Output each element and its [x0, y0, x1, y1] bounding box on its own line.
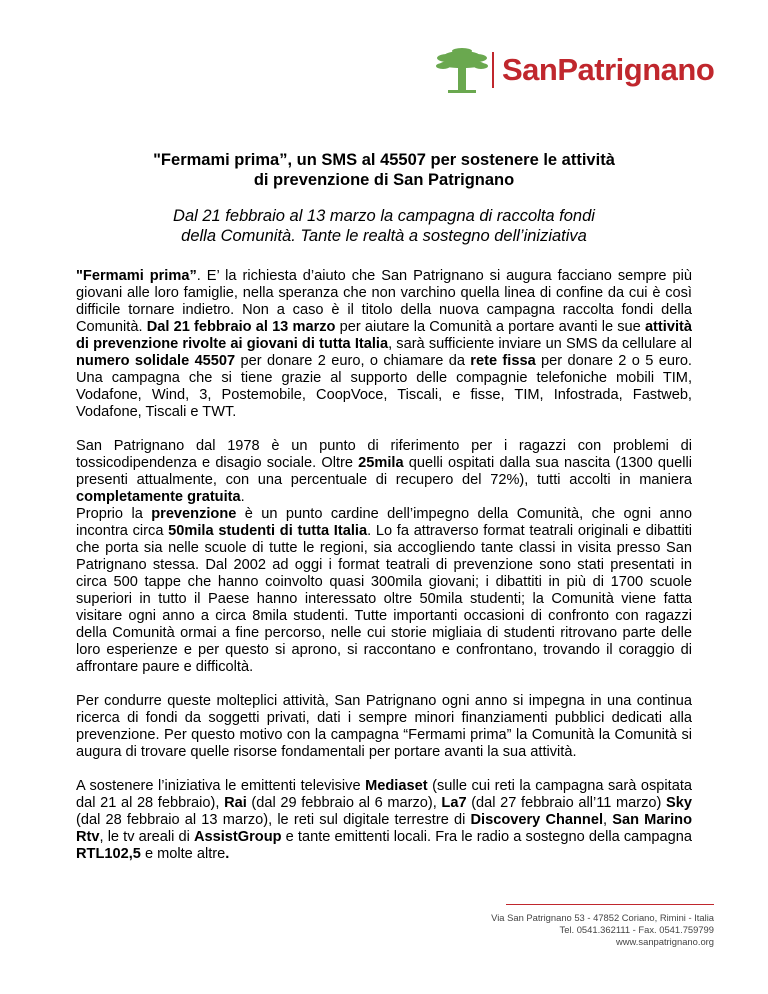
- document-subtitle: [76, 206, 692, 246]
- bold-text: La7: [441, 795, 467, 811]
- text: , le tv areali di: [99, 829, 194, 845]
- footer-phone-line: Tel. 0541.362111 - Fax. 0541.759799: [559, 924, 714, 936]
- bold-text: Discovery Channel: [470, 812, 604, 828]
- document-body: [76, 268, 692, 880]
- bold-text: .: [225, 846, 230, 862]
- bold-text: Rai: [224, 795, 247, 811]
- footer-divider: [506, 904, 714, 905]
- text: quelli ospitati dalla sua nascita (1300 quelli presenti attualmente, con una percentuale di recupero del 72%), tutti accolti in maniera: [76, 455, 692, 488]
- subtitle-line-1: Dal 21 febbraio al 13 marzo la campagna di raccolta fondi: [173, 207, 595, 225]
- bold-text: Sky: [666, 795, 692, 811]
- text: , sarà sufficiente inviare un SMS da cellulare al: [388, 336, 692, 352]
- paragraph-history: [76, 438, 692, 506]
- text: San Patrignano dal 1978 è un punto di riferimento per i ragazzi con problemi di tossicodipendenza e disagio sociale. Oltre: [76, 438, 692, 471]
- text: (dal 27 febbraio all’11 marzo): [466, 795, 667, 811]
- bold-text: rete fissa: [470, 353, 536, 369]
- text: Proprio la: [76, 506, 152, 522]
- title-line-1: "Fermami prima”, un SMS al 45507 per sostenere le attività: [153, 151, 615, 169]
- tree-icon: [436, 48, 488, 94]
- title-line-2: di prevenzione di San Patrignano: [253, 171, 515, 189]
- text: (dal 29 febbraio al 6 marzo),: [246, 795, 442, 811]
- bold-text: prevenzione: [151, 506, 237, 522]
- paragraph-funding: [76, 693, 692, 761]
- footer-address-line: Via San Patrignano 53 - 47852 Coriano, Rimini - Italia: [491, 912, 714, 923]
- logo-separator: [492, 52, 494, 88]
- text: Per condurre queste molteplici attività, San Patrignano ogni anno si impegna in una continua ricerca di fondi da soggetti privati, dati i sempre minori finanziamenti pubblici dedicati alla prevenzione. Per questo motivo con la campagna “Fermami prima” la Comunità la Comunità si augura di trovare quelle risorse fondamentali per portare avanti la sua attività.: [76, 693, 692, 760]
- brand-name: SanPatrignano: [502, 52, 715, 87]
- text: . Lo fa attraverso format teatrali originali e dibattiti che porta sia nelle scuole di tutte le regioni, sia accogliendo tante classi in visita presso San Patrignano stessa. Dal 2002 ad oggi i format teatrali di prevenzione sono stati presentati in circa 500 tappe che hanno coinvolto quasi 300mila giovani; i dibattiti in più di 1700 scuole superiori in tutto il Paese hanno interessato oltre 50mila studenti; la Comunità viene fatta visitare ogni anno a circa 8mila studenti. Tutte importanti occasioni di confronto con ragazzi della Comunità ormai a fine percorso, nelle cui storie migliaia di studenti ritrovano parte delle loro esperienze e per questo si aprono, si raccontano e confrontano, trovando il coraggio di affrontare paure e difficoltà.: [76, 523, 692, 675]
- bold-text: Mediaset: [365, 778, 428, 794]
- text: (sulle cui reti la campagna sarà ospitata dal 21 al 28 febbraio),: [76, 778, 692, 811]
- text: e molte altre: [140, 846, 226, 862]
- footer-address: [480, 912, 714, 949]
- bold-text: "Fermami prima”: [76, 268, 197, 284]
- bold-text: AssistGroup: [193, 829, 282, 845]
- paragraph-intro: [76, 268, 692, 421]
- footer-website[interactable]: www.sanpatrignano.org: [616, 936, 714, 948]
- text: e tante emittenti locali. Fra le radio a sostegno della campagna: [281, 829, 692, 845]
- paragraph-prevention: [76, 506, 692, 676]
- text: .: [240, 489, 245, 505]
- text: . E’ la richiesta d’aiuto che San Patrignano si augura facciano sempre più giovani alle loro famiglie, nella speranza che non varchino quella linea di confine da cui è così difficile tornare indietro. Non a caso è il titolo della nuova campagna raccolta fondi della Comunità.: [76, 268, 692, 335]
- text: ,: [603, 812, 613, 828]
- paragraph-supporters: [76, 778, 692, 863]
- bold-text: Dal 21 febbraio al 13 marzo: [146, 319, 336, 335]
- bold-text: San Marino Rtv: [76, 812, 692, 845]
- text: per aiutare la Comunità a portare avanti le sue: [335, 319, 645, 335]
- bold-text: 25mila: [358, 455, 404, 471]
- bold-text: RTL102,5: [76, 846, 141, 862]
- text: A sostenere l’iniziativa le emittenti televisive: [76, 778, 366, 794]
- bold-text: 50mila studenti di tutta Italia: [168, 523, 368, 539]
- document-title: [76, 150, 692, 190]
- subtitle-line-2: della Comunità. Tante le realtà a sostegno dell’iniziativa: [181, 227, 587, 245]
- bold-text: numero solidale 45507: [76, 353, 236, 369]
- bold-text: attività di prevenzione rivolte ai giovani di tutta Italia: [76, 319, 692, 352]
- text: (dal 28 febbraio al 13 marzo), le reti sul digitale terrestre di: [76, 812, 471, 828]
- text: per donare 2 euro, o chiamare da: [235, 353, 471, 369]
- bold-text: completamente gratuita: [76, 489, 241, 505]
- text: è un punto cardine dell’impegno della Comunità, che ogni anno incontra circa: [76, 506, 693, 539]
- text: per donare 2 o 5 euro. Una campagna che si tiene grazie al supporto delle compagnie telefoniche mobili TIM, Vodafone, Wind, 3, Postemobile, CoopVoce, Tiscali, e fisse, TIM, Infostrada, Fastweb, Vodafone, Tiscali e TWT.: [76, 353, 692, 420]
